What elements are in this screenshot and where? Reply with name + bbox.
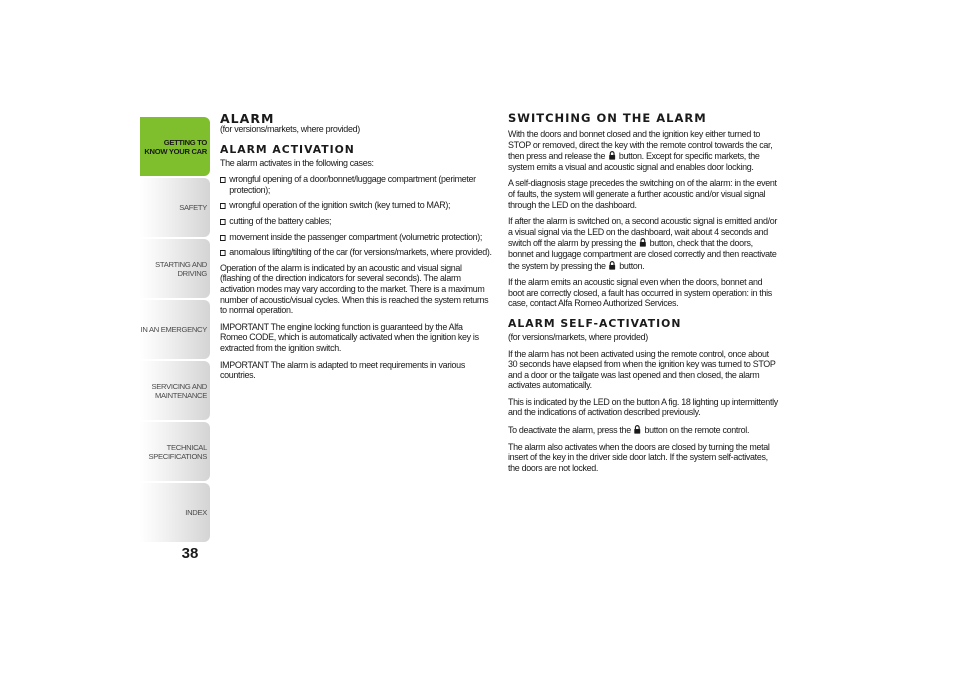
alarm-subtitle: (for versions/markets, where provided) xyxy=(220,124,360,135)
second-signal-paragraph xyxy=(508,217,779,272)
tab-in-an-emergency[interactable]: IN AN EMERGENCY xyxy=(140,300,210,359)
important-countries-paragraph: IMPORTANT The alarm is adapted to meet requirements in various countries. xyxy=(220,359,465,382)
tab-starting-and-driving[interactable]: STARTING AND DRIVING xyxy=(140,239,210,298)
self-activation-paragraph: If the alarm has not been activated using the remote control, once about 30 seconds have elapsed from when the ignition key was turned to STOP and a door or the tailgate was last opened and then closed, the alarm activates automatically. xyxy=(508,348,776,392)
switching-on-text-b: button. Except for specific markets, the system emits a visual and acoustic signal and enables door locking. xyxy=(508,151,760,173)
alarm-activation-heading: ALARM ACTIVATION xyxy=(220,142,355,156)
important-code-paragraph: IMPORTANT The engine locking function is guaranteed by the Alfa Romeo CODE, which is automatically activated when the ignition key is extracted from the ignition switch. xyxy=(220,321,479,354)
list-item: movement inside the passenger compartment (volumetric protection); xyxy=(220,233,500,244)
activation-intro: The alarm activates in the following cases: xyxy=(220,157,374,169)
operation-paragraph: Operation of the alarm is indicated by an acoustic and visual signal (flashing of the direction indicators for several seconds). The alarm activation modes may vary according to the market. There is a maximum number of acoustic/visual cycles. When this is reached the system returns to normal operation. xyxy=(220,262,489,317)
second-signal-text-b: button, check that the doors, bonnet and luggage compartment are closed correctly and then reactivate the system by pressing the xyxy=(508,238,777,272)
tab-getting-to-know-your-car[interactable]: GETTING TO KNOW YOUR CAR xyxy=(140,117,210,176)
door-latch-paragraph: The alarm also activates when the doors are closed by turning the metal insert of the key in the driver side door latch. If the system self-activates, the doors are not locked. xyxy=(508,441,770,474)
page-number: 38 xyxy=(181,545,199,562)
fault-paragraph: If the alarm emits an acoustic signal even when the doors, bonnet and boot are correctly closed, a fault has occurred in system operation: in this case, contact Alfa Romeo Authorized Services. xyxy=(508,277,772,310)
tab-safety[interactable]: SAFETY xyxy=(140,178,210,237)
self-activation-subtitle: (for versions/markets, where provided) xyxy=(508,331,648,343)
deactivate-paragraph xyxy=(508,425,779,437)
second-signal-text-c: button. xyxy=(619,260,645,272)
switching-on-heading: SWITCHING ON THE ALARM xyxy=(508,111,707,125)
tab-servicing-and-maintenance[interactable]: SERVICING AND MAINTENANCE xyxy=(140,361,210,420)
list-item: anomalous lifting/tilting of the car (for versions/markets, where provided). xyxy=(220,248,500,259)
left-column xyxy=(220,112,492,388)
self-activation-heading: ALARM SELF-ACTIVATION xyxy=(508,316,682,330)
lock-icon xyxy=(608,151,615,160)
lock-icon xyxy=(639,238,646,247)
right-column xyxy=(508,112,780,480)
tab-index[interactable]: INDEX xyxy=(140,483,210,542)
lock-icon xyxy=(609,261,616,270)
self-diagnosis-paragraph: A self-diagnosis stage precedes the switching on of the alarm: in the event of faults, the system will generate a further acoustic and/or visual signal through the LED on the dashboard. xyxy=(508,178,777,211)
deactivate-text-a: To deactivate the alarm, press the xyxy=(508,425,631,437)
switching-on-paragraph xyxy=(508,130,779,173)
activation-cases-list xyxy=(220,175,492,259)
tab-technical-specifications[interactable]: TECHNICAL SPECIFICATIONS xyxy=(140,422,210,481)
led-indication-paragraph: This is indicated by the LED on the button A fig. 18 lighting up intermittently and the indications of activation described previously. xyxy=(508,396,778,419)
list-item: cutting of the battery cables; xyxy=(220,217,500,228)
deactivate-text-b: button on the remote control. xyxy=(644,425,750,437)
list-item: wrongful opening of a door/bonnet/luggage compartment (perimeter protection); xyxy=(220,175,500,196)
alarm-title: ALARM xyxy=(220,111,275,126)
list-item: wrongful operation of the ignition switch (key turned to MAR); xyxy=(220,201,500,212)
second-signal-text-a: If after the alarm is switched on, a second acoustic signal is emitted and/or a visual signal via the LED on the dashboard, wait about 4 seconds and switch off the alarm by pressing the xyxy=(508,216,778,250)
lock-icon xyxy=(634,425,641,434)
switching-on-text-a: With the doors and bonnet closed and the ignition key either turned to STOP or removed, direct the key with the remote control towards the car, then press and release the xyxy=(508,129,773,163)
